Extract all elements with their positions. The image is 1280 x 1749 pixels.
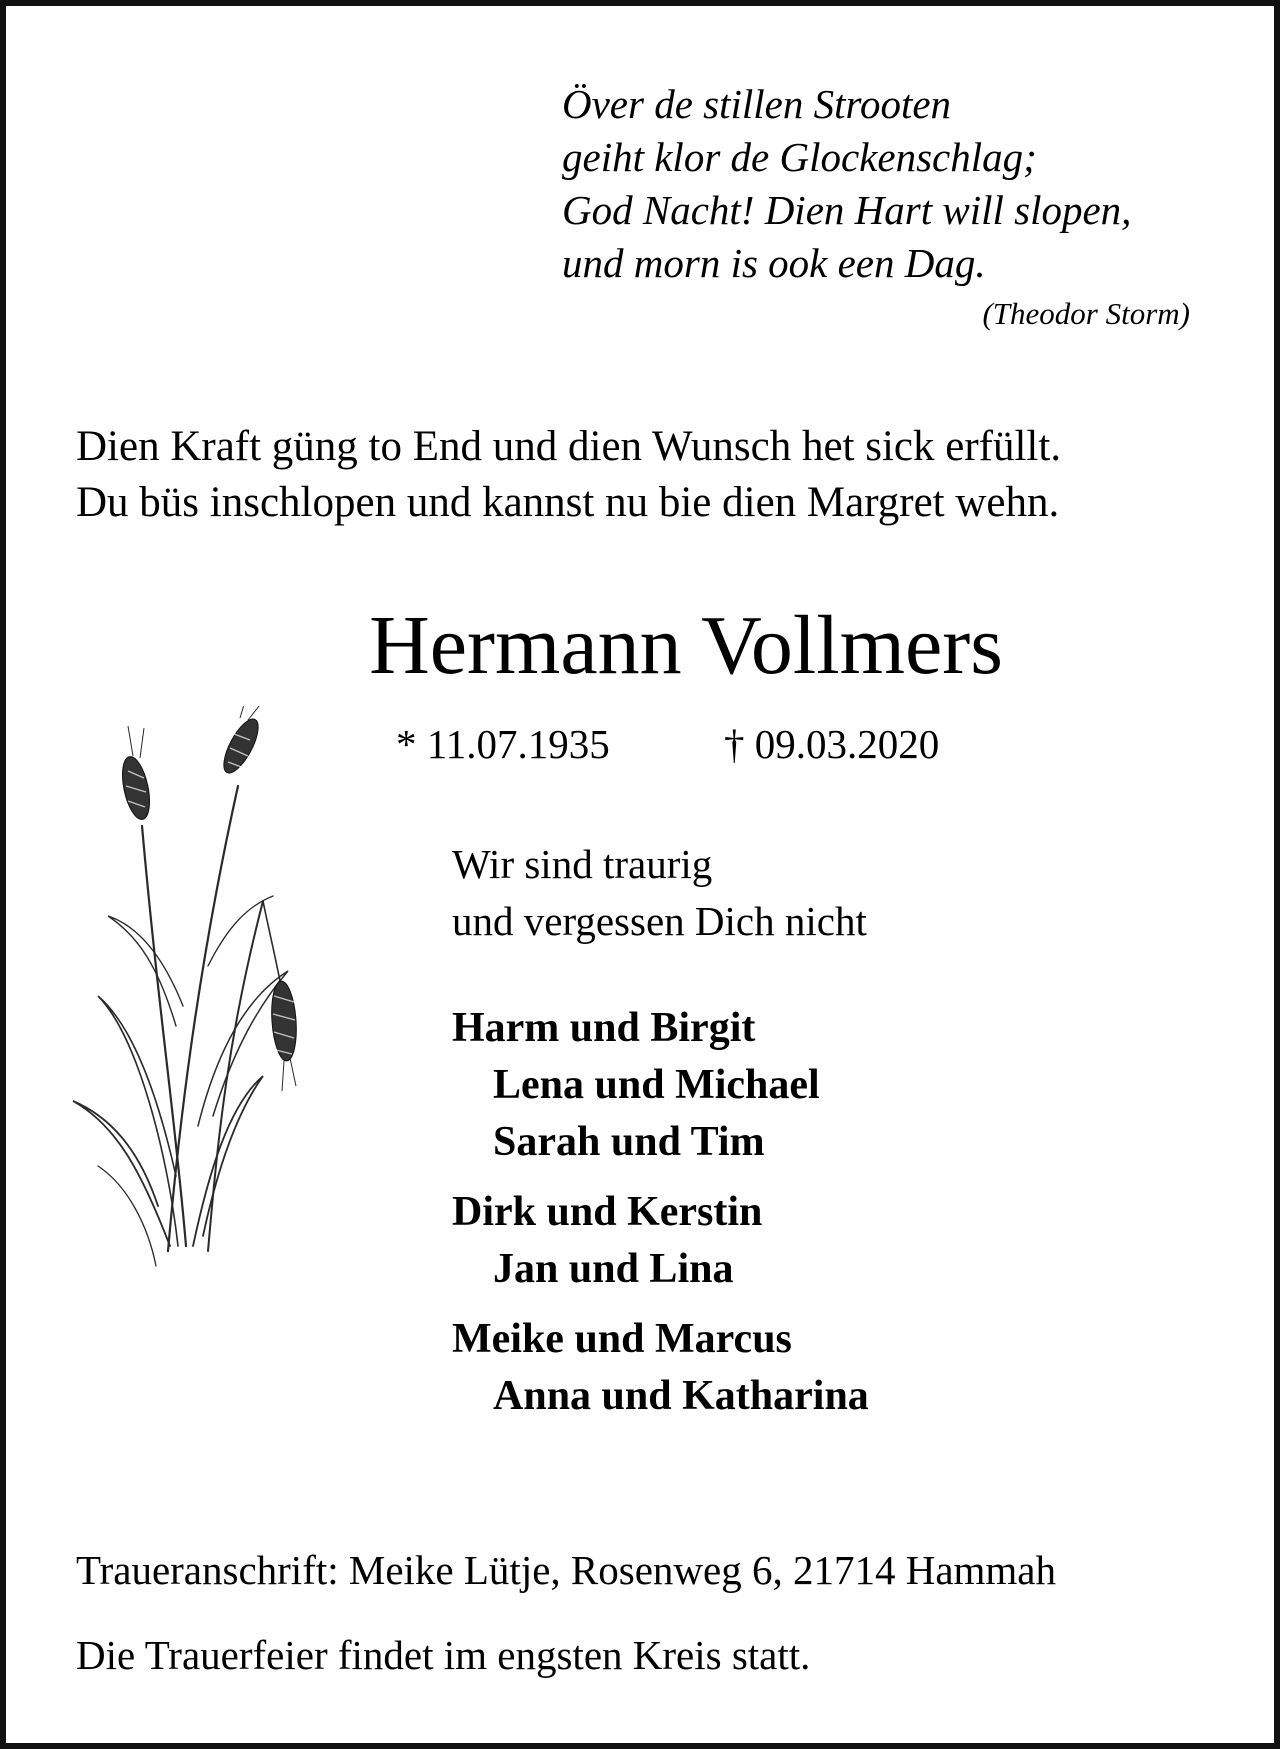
- family-children: Sarah und Tim: [493, 1119, 765, 1165]
- poem-line: und morn is ook een Dag.: [562, 240, 986, 286]
- family-group: [452, 1000, 869, 1171]
- poem-author: (Theodor Storm): [982, 296, 1190, 331]
- deceased-name: Hermann Vollmers: [369, 599, 1003, 692]
- family-parents: Dirk und Kerstin: [452, 1189, 763, 1235]
- poem-line: Över de stillen Strooten: [562, 81, 952, 127]
- family-parents: Meike und Marcus: [452, 1316, 792, 1362]
- family-parents: Harm und Birgit: [452, 1005, 756, 1051]
- mourning-text: [452, 836, 867, 950]
- family-children: Anna und Katharina: [493, 1373, 869, 1419]
- family-list: [452, 1000, 869, 1438]
- family-group: [452, 1311, 869, 1425]
- family-group: [452, 1184, 869, 1298]
- wheat-ears-icon: [58, 706, 318, 1276]
- intro-line: Du büs inschlopen und kannst nu bie dien Margret wehn.: [76, 479, 1060, 526]
- poem-line: God Nacht! Dien Hart will slopen,: [562, 187, 1132, 233]
- intro-text: [76, 419, 1226, 531]
- family-children: Jan und Lina: [493, 1246, 734, 1292]
- poem-line: geiht klor de Glockenschlag;: [562, 134, 1037, 180]
- mourning-address: Traueranschrift: Meike Lütje, Rosenweg 6, 21714 Hammah: [76, 1547, 1056, 1593]
- poem: [562, 78, 1242, 290]
- family-children: Lena und Michael: [493, 1062, 820, 1108]
- birth-date: * 11.07.1935: [396, 721, 610, 767]
- mourning-line: und vergessen Dich nicht: [452, 898, 867, 944]
- intro-line: Dien Kraft güng to End und dien Wunsch het sick erfüllt.: [76, 423, 1062, 470]
- death-date: † 09.03.2020: [724, 721, 940, 767]
- ceremony-note: Die Trauerfeier findet im engsten Kreis statt.: [76, 1632, 811, 1678]
- mourning-line: Wir sind traurig: [452, 841, 713, 887]
